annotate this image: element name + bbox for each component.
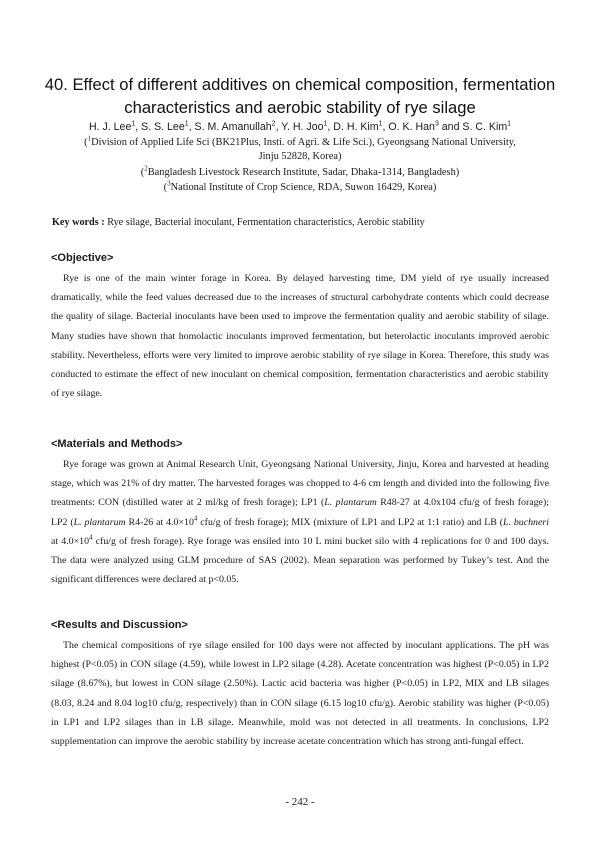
methods-text-part: at 4.0×10 [51, 535, 90, 547]
author-name: O. K. Han [388, 121, 435, 133]
author-name: S. C. Kim [462, 121, 508, 133]
exponent: 4 [89, 533, 93, 542]
results-text: The chemical compositions of rye silage ensiled for 100 days were not affected by inoculant applications. The pH was highest (P<0.05) in CON silage (4.59), while lowest in LP2 silage (4.28). Acetate concentration was highest (P<0.05) in LP2 silage (8.67%), but lowest in CON silage (2.50%). Lactic acid bacteria was higher (P<0.05) in LP2, MIX and LB silages (8.03, 8.24 and 8.04 log10 cfu/g, respectively) than in CON silage (6.15 log10 cfu/g). Aerobic stability was higher (P<0.05) in LP1 and LP2 silages than in LB silage. Meanwhile, mold was not detected in all treatments. In conclusions, LP2 supplementation can improve the aerobic stability by increase acetate concentration which has strong anti-fungal effect. [51, 640, 549, 748]
author-affil-mark: 2 [271, 120, 276, 128]
author-affil-mark: 1 [378, 120, 383, 128]
author-affil-mark: 1 [323, 120, 328, 128]
author-separator: , [135, 121, 142, 133]
methods-text [51, 455, 549, 589]
author-name: H. J. Lee [88, 121, 132, 133]
results-heading: <Results and Discussion> [51, 619, 188, 631]
objective-heading: <Objective> [51, 252, 114, 264]
exponent: 4 [193, 514, 198, 523]
affil-mark: 2 [144, 164, 148, 173]
author-name: Y. H. Joo [281, 121, 324, 133]
methods-section [51, 455, 549, 589]
author-affil-mark: 1 [131, 120, 136, 128]
author-separator: , [382, 121, 389, 133]
page-number: - 242 - [285, 796, 315, 808]
author-name: S. S. Lee [141, 121, 185, 133]
affil-text: National Institute of Crop Science, RDA, Suwon 16429, Korea) [170, 182, 437, 193]
keywords [52, 216, 548, 230]
species-name: L. buchneri [503, 516, 549, 528]
methods-text-part: R48-27 at 4.0x104 cfu/g of fresh forage); LP2 ( [51, 497, 549, 528]
methods-heading: <Materials and Methods> [51, 438, 183, 450]
author-affil-mark: 3 [434, 120, 439, 128]
keywords-label: Key words : [52, 217, 105, 228]
author-name: S. M. Amanullah [194, 121, 272, 133]
author-separator: , [327, 121, 334, 133]
affil-paren: ( [84, 137, 88, 148]
affil-paren: ( [163, 182, 168, 193]
author-list [40, 120, 560, 134]
affiliation-2 [40, 166, 560, 180]
author-and: and [438, 121, 463, 133]
affil-text: Division of Applied Life Sci (BK21Plus, Insti. of Agri. & Life Sci.), Gyeongsang National University, [91, 137, 516, 148]
affiliation-3 [40, 181, 560, 195]
methods-text-part: Rye forage was grown at Animal Research Unit, Gyeongsang National University, Jinju, Korea and harvested at heading stage, which was 21% of dry matter. The harvested forages was chopped to 4-6 cm length and divided into the following five treatments: CON (distilled water at 2 ml/kg of fresh forage); LP1 ( [51, 459, 549, 509]
title-line-1: 40. Effect of different additives on chemical composition, fermentation [44, 75, 556, 94]
methods-text-part: cfu/g of fresh forage). Rye forage was ensiled into 10 L mini bucket silo with 4 replications for 0 and 100 days. The data were analyzed using GLM procedure of SAS (2002). Mean separation was performed by Tukey’s test. And the significant differences were declared at p<0.05. [51, 535, 549, 586]
author-affil-mark: 1 [184, 120, 189, 128]
author-affil-mark: 1 [507, 120, 512, 128]
title-line-2: characteristics and aerobic stability of rye silage [124, 98, 476, 117]
affil-mark: 1 [87, 134, 92, 143]
affil-text: Bangladesh Livestock Research Institute, Sadar, Dhaka-1314, Bangladesh) [147, 167, 460, 178]
affil-paren: ( [140, 167, 145, 178]
objective-text: Rye is one of the main winter forage in Korea. By delayed harvesting time, DM yield of rye usually increased dramatically, while the feed values decreased due to the increases of structural carbohydrate contents which could decrease the quality of silage. Bacterial inoculants have been used to improve the fermentation quality and aerobic stability of silage. Many studies have shown that homolactic inoculants improved fermentation, but heterolactic inoculants improved aerobic stability. Nevertheless, efforts were very limited to improve aerobic stability of rye silage in Korea. Therefore, this study was conducted to estimate the effect of new inoculant on chemical composition, fermentation characteristics and aerobic stability of rye silage. [51, 273, 549, 400]
results-section [51, 636, 549, 751]
species-name: L. plantarum [324, 497, 377, 509]
affil-mark: 3 [167, 179, 171, 188]
methods-text-part: R4-26 at 4.0×10 [125, 516, 194, 528]
author-name: D. H. Kim [333, 121, 379, 133]
paper-title [20, 73, 580, 119]
species-name: L. plantarum [73, 516, 126, 528]
affil-text: Jinju 52828, Korea) [258, 151, 342, 162]
methods-text-part: cfu/g of fresh forage); MIX (mixture of LP1 and LP2 at 1:1 ratio) and LB ( [197, 516, 504, 528]
author-separator: , [275, 121, 282, 133]
keywords-text: Rye silage, Bacterial inoculant, Fermentation characteristics, Aerobic stability [104, 217, 425, 228]
objective-section [51, 269, 549, 403]
author-separator: , [188, 121, 195, 133]
affiliation-1 [40, 136, 560, 164]
